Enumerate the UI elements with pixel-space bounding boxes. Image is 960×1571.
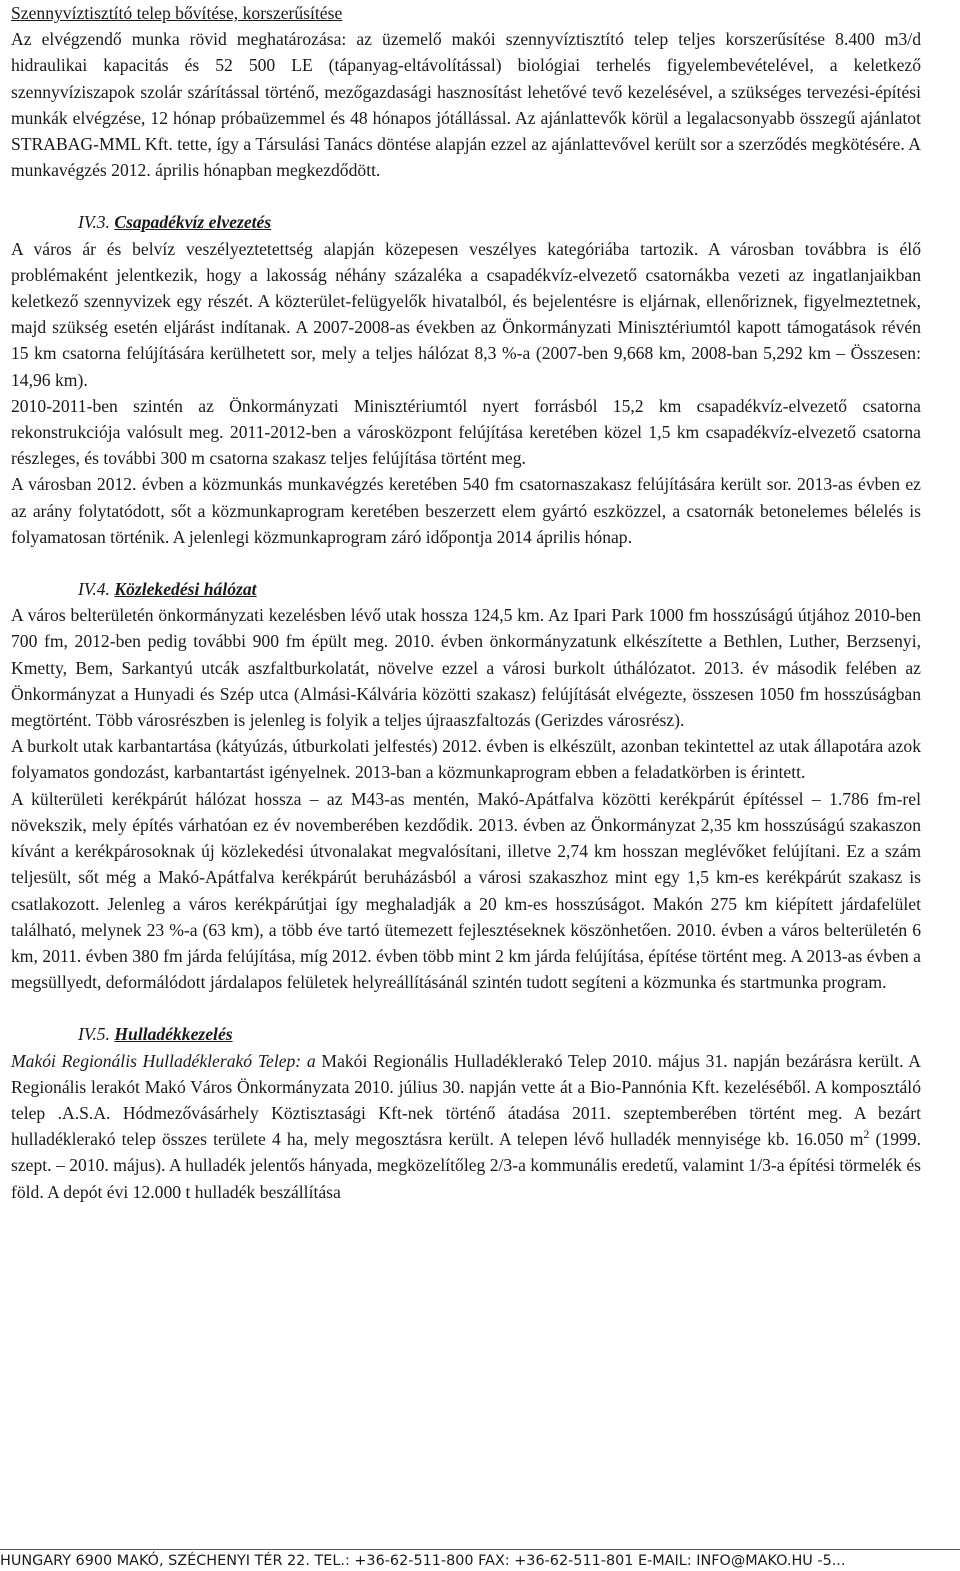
paragraph-lead: Makói Regionális Hulladéklerakó Telep: a [11, 1050, 316, 1071]
paragraph-stormwater-2: 2010-2011-ben szintén az Önkormányzati Minisztériumtól nyert forrásból 15,2 km csapadékvíz-elvezető csatorna rekonstrukciója valósult meg. 2011-2012-ben a városközpont felújítása keretében közel 1,5 km csapadékvíz-elvezető csatorna részleges, és további 300 m csatorna szakasz teljes felújítása történt meg. [11, 395, 921, 469]
section-number: IV.5. [78, 1024, 110, 1045]
spacer [11, 183, 921, 209]
paragraph-waste [11, 1048, 921, 1205]
section-title: Csapadékvíz elvezetés [114, 212, 272, 233]
paragraph-transport-1: A város belterületén önkormányzati kezelésben lévő utak hossza 124,5 km. Az Ipari Park 1000 fm hosszúságú útjához 2010-ben 700 fm, 2012-ben pedig további 900 fm épült meg. 2010. évben önkormányzatunk elkészítette a Bethlen, Luther, Berzsenyi, Kmetty, Bem, Sarkantyú utcák aszfaltburkolatát, növelve ezzel a városi burkolt úthálózatot. 2013. év második felében az Önkormányzat a Hunyadi és Szép utca (Almási-Kálvária közötti szakasz) felújítását elvégezte, összesen 1050 fm hosszúságban megtörtént. Több városrészben is jelenleg is folyik a teljes újraaszfaltozás (Gerizdes városrész). [11, 605, 921, 731]
superscript: 2 [863, 1127, 870, 1142]
section-heading-iv5 [78, 1021, 921, 1047]
document-page [11, 0, 921, 1205]
section-heading-iv4 [78, 576, 921, 602]
section-title: Hulladékkezelés [114, 1024, 233, 1045]
page-footer: HUNGARY 6900 MAKÓ, SZÉCHENYI TÉR 22. TEL.: +36-62-511-800 FAX: +36-62-511-801 E-MAIL: INFO@MAKO.HU -5... [0, 1549, 960, 1571]
paragraph-text: Makói Regionális Hulladéklerakó Telep 2010. május 31. napján bezárásra került. A Regionális lerakót Makó Város Önkormányzata 2010. július 30. napján vette át a Bio-Pannónia Kft. kezeléséből. A komposztáló telep .A.S.A. Hódmezővásárhely Köztisztasági Kft-nek történő átadása 2011. szeptemberében történt meg. A bezárt hulladéklerakó telep összes területe 4 ha, mely megosztásra került. A telepen lévő hulladék mennyisége kb. 16.050 m [11, 1050, 921, 1150]
paragraph-stormwater-3: A városban 2012. évben a közmunkás munkavégzés keretében 540 fm csatornaszakasz felújítására került sor. 2013-as évben ez az arány folytatódott, sőt a közmunkaprogram keretében beszerzett elem gyártó eszközzel, a csatornák betonelemes bélelés is folyamatosan történik. A jelenlegi közmunkaprogram záró időpontja 2014 április hónap. [11, 474, 921, 547]
paragraph-text: (1999. szept. – 2010. május). A hulladék jelentős hányada, megközelítőleg 2/3-a kommunális eredetű, valamint 1/3-a építési törmelék és föld. A depót évi 12.000 t hulladék beszállítása [11, 1129, 921, 1202]
section-title: Közlekedési hálózat [114, 579, 257, 600]
section-title-wastewater: Szennyvíztisztító telep bővítése, korszerűsítése [11, 3, 343, 23]
paragraph-transport-3: A külterületi kerékpárút hálózat hossza – az M43-as mentén, Makó-Apátfalva közötti kerékpárút építéssel – 1.786 fm-rel növekszik, mely építés várhatóan ez év novemberében kezdődik. 2013. évben az Önkormányzat 2,35 km hosszúságú szakaszon kívánt a kerékpárosoknak új közlekedési útvonalakat megvalósítani, illetve 2,74 km hosszan meglévőket felújítani. Ez a szám teljesült, sőt még a Makó-Apátfalva kerékpárút beruházásból a városi szakaszhoz mint egy 1,5 km-es kerékpárút szakasz is csatlakozott. Jelenleg a város kerékpárútjai így meghaladják a 20 km-es hosszúságot. Makón 275 km kiépített járdafelület található, melynek 23 %-a (63 km), a több éve tartó ütemezett fejlesztéseknek köszönhetően. 2010. évben a város belterületén 6 km, 2011. évben 380 fm járda felújítása, míg 2012. évben több mint 2 km járda felújítása, építése történt meg. A 2013-as évben a megsüllyedt, deformálódott járdalapos felületek helyreállításánál szintén tudott segíteni a közmunka és startmunka program. [11, 788, 921, 993]
section-number: IV.4. [78, 579, 110, 600]
section-number: IV.3. [78, 212, 110, 233]
spacer [11, 550, 921, 576]
paragraph-stormwater-1: A város ár és belvíz veszélyeztetettség alapján közepesen veszélyes kategóriába tartozik. A városban továbbra is élő problémaként jelentkezik, hogy a lakosság néhány százaléka a csapadékvíz-elvezető csatornákba vezeti az ingatlanjaikban keletkező szennyvizek egy részét. A közterület-felügyelők hivatalból, és bejelentésre is eljárnak, ellenőriznek, figyelmeztetnek, majd szükség esetén eljárást indítanak. A 2007-2008-as években az Önkormányzati Minisztériumtól kapott támogatások révén 15 km csatorna felújítására kerülhetett sor, mely a teljes hálózat 8,3 %-a (2007-ben 9,668 km, 2008-ban 5,292 km – Összesen: 14,96 km). [11, 238, 921, 390]
spacer [11, 995, 921, 1021]
section-heading-iv3 [78, 209, 921, 235]
paragraph-transport-2: A burkolt utak karbantartása (kátyúzás, útburkolati jelfestés) 2012. évben is elkészült, azonban tekintettel az utak állapotára azok folyamatos gondozást, karbantartást igényelnek. 2013-ban a közmunkaprogram ebben a feladatkörben is érintett. [11, 736, 921, 783]
paragraph-wastewater: Az elvégzendő munka rövid meghatározása: az üzemelő makói szennyvíztisztító telep teljes korszerűsítése 8.400 m3/d hidraulikai kapacitás és 52 500 LE (tápanyag-eltávolítással) biológiai terhelés figyelembevételével, a keletkező szennyvíziszapok szolár szárítással történő, mezőgazdasági hasznosítást lehetővé tevő kezelésével, a szükséges tervezési-építési munkák elvégzése, 12 hónap próbaüzemmel és 48 hónapos jótállással. Az ajánlattevők körül a legalacsonyabb összegű ajánlatot STRABAG-MML Kft. tette, így a Társulási Tanács döntése alapján ezzel az ajánlattevővel került sor a szerződés megkötésére. A munkavégzés 2012. április hónapban megkezdődött. [11, 29, 921, 181]
